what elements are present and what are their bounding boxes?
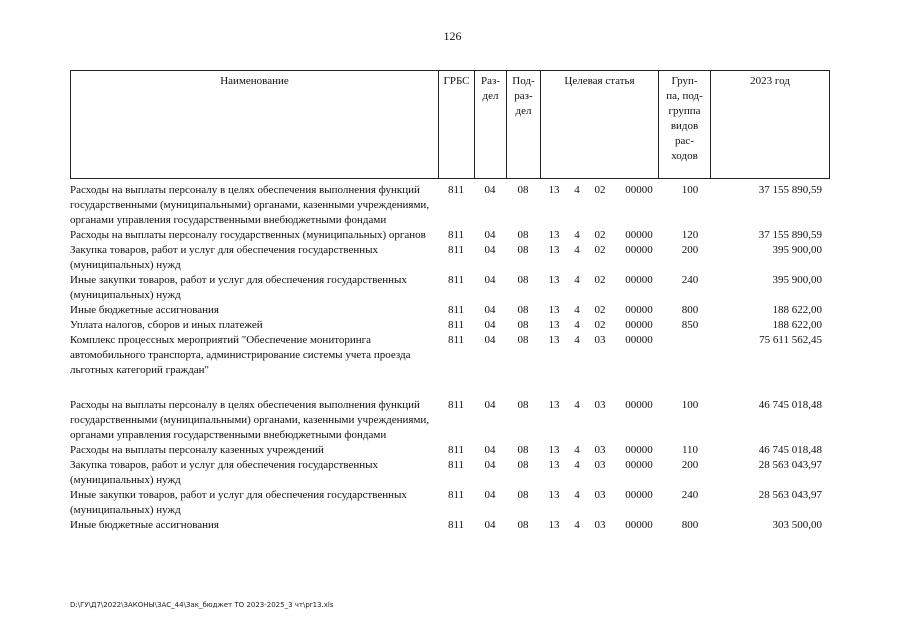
row-c2: 4 bbox=[574, 334, 580, 346]
header-name: Наименование bbox=[71, 71, 439, 178]
row-name: Закупка товаров, работ и услуг для обеспечения государственных (муниципальных) нужд bbox=[70, 459, 379, 486]
row-rz: 04 bbox=[484, 184, 496, 196]
row-c4: 00000 bbox=[625, 244, 653, 256]
row-name: Уплата налогов, сборов и иных платежей bbox=[70, 319, 263, 331]
row-grbs: 811 bbox=[447, 229, 465, 241]
row-grbs: 811 bbox=[447, 304, 465, 316]
row-c4: 00000 bbox=[625, 319, 653, 331]
row-c3: 02 bbox=[594, 184, 606, 196]
row-c2: 4 bbox=[574, 319, 580, 331]
header-group: Груп- па, под- группа видов рас- ходов bbox=[659, 71, 711, 178]
header-year: 2023 год bbox=[750, 75, 790, 87]
row-c4: 00000 bbox=[625, 184, 653, 196]
header-target: Целевая статья bbox=[541, 71, 659, 178]
table-row bbox=[70, 333, 830, 378]
row-name: Иные бюджетные ассигнования bbox=[70, 304, 219, 316]
row-grbs: 811 bbox=[447, 244, 465, 256]
row-c4: 00000 bbox=[625, 399, 653, 411]
table-row bbox=[70, 518, 830, 533]
row-vr: 120 bbox=[681, 229, 699, 241]
table-row bbox=[70, 273, 830, 303]
row-c3: 03 bbox=[594, 489, 606, 501]
row-c4: 00000 bbox=[625, 444, 653, 456]
row-c4: 00000 bbox=[625, 229, 653, 241]
row-c1: 13 bbox=[548, 229, 560, 241]
row-c4: 00000 bbox=[625, 519, 653, 531]
row-vr: 800 bbox=[681, 304, 699, 316]
row-name: Расходы на выплаты персоналу казенных учреждений bbox=[70, 444, 324, 456]
table-row bbox=[70, 488, 830, 518]
row-amount: 28 563 043,97 bbox=[758, 459, 822, 471]
row-c2: 4 bbox=[574, 399, 580, 411]
row-c1: 13 bbox=[548, 184, 560, 196]
row-amount: 395 900,00 bbox=[772, 244, 822, 256]
row-c1: 13 bbox=[548, 489, 560, 501]
row-rz: 04 bbox=[484, 244, 496, 256]
row-rz: 04 bbox=[484, 519, 496, 531]
row-c3: 02 bbox=[594, 244, 606, 256]
row-c2: 4 bbox=[574, 274, 580, 286]
row-rz: 04 bbox=[484, 274, 496, 286]
row-name: Иные бюджетные ассигнования bbox=[70, 519, 219, 531]
table-row bbox=[70, 458, 830, 488]
page-number: 126 bbox=[443, 29, 462, 43]
row-grbs: 811 bbox=[447, 184, 465, 196]
row-pr: 08 bbox=[517, 399, 529, 411]
row-name: Расходы на выплаты персоналу в целях обеспечения выполнения функций государственными (муниципальными) органами, казенными учреждениями, органами управления государственными внебюджетными фондами bbox=[70, 399, 430, 441]
row-c1: 13 bbox=[548, 304, 560, 316]
row-c1: 13 bbox=[548, 444, 560, 456]
row-rz: 04 bbox=[484, 399, 496, 411]
row-amount: 395 900,00 bbox=[772, 274, 822, 286]
row-c3: 02 bbox=[594, 319, 606, 331]
row-rz: 04 bbox=[484, 229, 496, 241]
row-c1: 13 bbox=[548, 519, 560, 531]
row-c3: 03 bbox=[594, 399, 606, 411]
row-grbs: 811 bbox=[447, 399, 465, 411]
budget-table bbox=[70, 70, 830, 533]
row-vr: 800 bbox=[681, 519, 699, 531]
row-grbs: 811 bbox=[447, 444, 465, 456]
row-pr: 08 bbox=[517, 244, 529, 256]
table-row bbox=[70, 303, 830, 318]
row-amount: 303 500,00 bbox=[772, 519, 822, 531]
row-grbs: 811 bbox=[447, 519, 465, 531]
row-c3: 02 bbox=[594, 229, 606, 241]
row-grbs: 811 bbox=[447, 334, 465, 346]
row-vr: 200 bbox=[681, 459, 699, 471]
row-pr: 08 bbox=[517, 444, 529, 456]
row-c2: 4 bbox=[574, 444, 580, 456]
row-rz: 04 bbox=[484, 304, 496, 316]
row-c4: 00000 bbox=[625, 334, 653, 346]
footer-file-path: D:\ГУ\Д7\2022\ЗАКОНЫ\ЗАС_44\Зак_бюджет ТО 2023-2025_3 чт\pr13.xls bbox=[70, 601, 334, 609]
table-row bbox=[70, 183, 830, 228]
row-pr: 08 bbox=[517, 304, 529, 316]
row-name: Закупка товаров, работ и услуг для обеспечения государственных (муниципальных) нужд bbox=[70, 244, 379, 271]
row-c4: 00000 bbox=[625, 489, 653, 501]
header-razdel: Раз- дел bbox=[475, 71, 507, 178]
row-vr: 100 bbox=[681, 399, 699, 411]
row-vr: 240 bbox=[681, 489, 699, 501]
row-c1: 13 bbox=[548, 274, 560, 286]
row-c2: 4 bbox=[574, 244, 580, 256]
row-c1: 13 bbox=[548, 319, 560, 331]
row-amount: 46 745 018,48 bbox=[758, 444, 822, 456]
row-grbs: 811 bbox=[447, 489, 465, 501]
row-c2: 4 bbox=[574, 459, 580, 471]
row-name: Расходы на выплаты персоналу в целях обеспечения выполнения функций государственными (муниципальными) органами, казенными учреждениями, органами управления государственными внебюджетными фондами bbox=[70, 184, 430, 226]
row-vr: 850 bbox=[681, 319, 699, 331]
row-amount: 188 622,00 bbox=[772, 304, 822, 316]
row-rz: 04 bbox=[484, 444, 496, 456]
row-c2: 4 bbox=[574, 519, 580, 531]
row-c2: 4 bbox=[574, 184, 580, 196]
row-name: Иные закупки товаров, работ и услуг для обеспечения государственных (муниципальных) нужд bbox=[70, 489, 407, 516]
row-name: Комплекс процессных мероприятий "Обеспечение мониторинга автомобильного транспорта, администрирование системы учета проезда льготных категорий граждан" bbox=[70, 334, 411, 376]
row-pr: 08 bbox=[517, 334, 529, 346]
row-pr: 08 bbox=[517, 274, 529, 286]
row-c2: 4 bbox=[574, 304, 580, 316]
row-name: Расходы на выплаты персоналу государственных (муниципальных) органов bbox=[70, 229, 426, 241]
row-c3: 02 bbox=[594, 274, 606, 286]
row-amount: 75 611 562,45 bbox=[759, 334, 822, 346]
table-row bbox=[70, 318, 830, 333]
row-rz: 04 bbox=[484, 319, 496, 331]
row-grbs: 811 bbox=[447, 459, 465, 471]
row-c3: 03 bbox=[594, 334, 606, 346]
header-podrazdel: Под- раз- дел bbox=[507, 71, 541, 178]
row-amount: 37 155 890,59 bbox=[758, 229, 822, 241]
row-c1: 13 bbox=[548, 399, 560, 411]
row-amount: 28 563 043,97 bbox=[758, 489, 822, 501]
row-rz: 04 bbox=[484, 489, 496, 501]
row-amount: 37 155 890,59 bbox=[758, 184, 822, 196]
row-c1: 13 bbox=[548, 244, 560, 256]
row-c2: 4 bbox=[574, 229, 580, 241]
table-header bbox=[70, 70, 830, 179]
table-body bbox=[70, 183, 830, 533]
row-c4: 00000 bbox=[625, 459, 653, 471]
row-rz: 04 bbox=[484, 334, 496, 346]
row-pr: 08 bbox=[517, 319, 529, 331]
row-c4: 00000 bbox=[625, 274, 653, 286]
row-pr: 08 bbox=[517, 229, 529, 241]
table-row bbox=[70, 243, 830, 273]
row-grbs: 811 bbox=[447, 319, 465, 331]
row-name: Иные закупки товаров, работ и услуг для обеспечения государственных (муниципальных) нужд bbox=[70, 274, 407, 301]
table-row bbox=[70, 398, 830, 443]
row-vr: 110 bbox=[681, 444, 699, 456]
row-c1: 13 bbox=[548, 334, 560, 346]
row-amount: 188 622,00 bbox=[772, 319, 822, 331]
row-pr: 08 bbox=[517, 489, 529, 501]
header-grbs: ГРБС bbox=[439, 71, 475, 178]
row-c3: 03 bbox=[594, 444, 606, 456]
table-row bbox=[70, 443, 830, 458]
row-pr: 08 bbox=[517, 519, 529, 531]
row-c3: 02 bbox=[594, 304, 606, 316]
row-grbs: 811 bbox=[447, 274, 465, 286]
row-c2: 4 bbox=[574, 489, 580, 501]
row-vr: 100 bbox=[681, 184, 699, 196]
row-pr: 08 bbox=[517, 459, 529, 471]
row-rz: 04 bbox=[484, 459, 496, 471]
row-c1: 13 bbox=[548, 459, 560, 471]
row-vr: 200 bbox=[681, 244, 699, 256]
row-c4: 00000 bbox=[625, 304, 653, 316]
row-vr: 240 bbox=[681, 274, 699, 286]
table-row bbox=[70, 228, 830, 243]
row-c3: 03 bbox=[594, 459, 606, 471]
row-pr: 08 bbox=[517, 184, 529, 196]
row-c3: 03 bbox=[594, 519, 606, 531]
row-amount: 46 745 018,48 bbox=[758, 399, 822, 411]
